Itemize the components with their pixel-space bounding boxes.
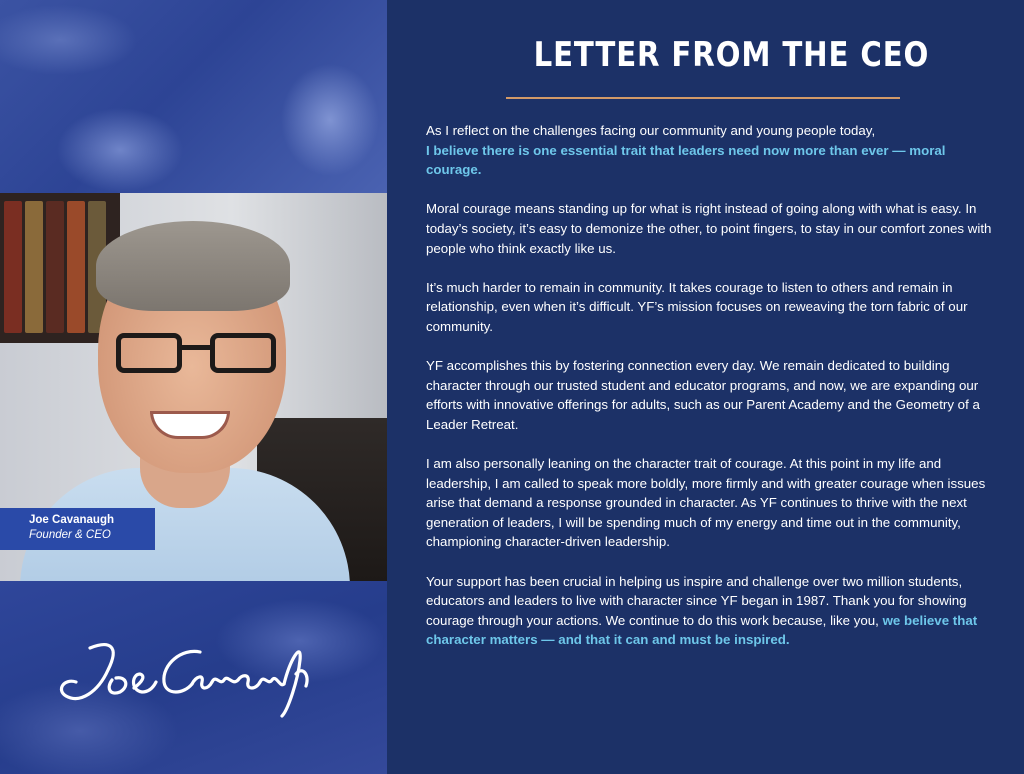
hair	[96, 221, 290, 311]
book	[25, 201, 43, 333]
glasses	[116, 333, 276, 377]
book	[67, 201, 85, 333]
caption-role: Founder & CEO	[29, 529, 111, 541]
title-underline	[506, 97, 900, 99]
glasses-bridge	[182, 345, 210, 350]
paragraph-1-highlight: I believe there is one essential trait that leaders need now more than ever — moral courage.	[426, 142, 946, 178]
photo-caption	[0, 508, 155, 550]
left-photo-column	[0, 0, 387, 774]
paragraph-6-highlight: we believe that character matters — and that it can and must be inspired.	[426, 612, 978, 648]
book	[4, 201, 22, 333]
paragraph-1	[426, 121, 994, 180]
glasses-lens-left	[116, 333, 182, 373]
caption-name: Joe Cavanaugh	[29, 514, 114, 526]
paragraph-1-text: As I reflect on the challenges facing our community and young people today,	[426, 123, 876, 138]
crowd-photo-top	[0, 0, 387, 193]
letter-body	[426, 121, 994, 670]
paragraph-5: I am also personally leaning on the character trait of courage. At this point in my life and leadership, I am called to speak more boldly, more firmly and with greater courage when issues arise that demand a response grounded in character. As YF continues to thrive with the next generation of leaders, I will be spending much of my energy and time out in the community, championing character-driven leadership.	[426, 456, 986, 550]
paragraph-6	[426, 572, 994, 650]
glasses-lens-right	[210, 333, 276, 373]
paragraph-3: It’s much harder to remain in community. It takes courage to listen to others and remain in relationship, even when it’s difficult. YF’s mission focuses on reweaving the torn fabric of our community.	[426, 279, 968, 334]
page-title: LETTER FROM THE CEO	[533, 35, 930, 75]
signature-image	[50, 630, 320, 720]
book	[46, 201, 64, 333]
paragraph-4: YF accomplishes this by fostering connection every day. We remain dedicated to building character through our trusted student and educator programs, and now, we are expanding our efforts with innovative offerings for adults, such as our Parent Academy and the Geometry of a Leader Retreat.	[426, 358, 980, 432]
paragraph-6-text: Your support has been crucial in helping us inspire and challenge over two million students, educators and leaders to live with character since YF began in 1987. Thank you for showing courage through your actions. We continue to do this work because, like you,	[426, 573, 967, 628]
paragraph-2: Moral courage means standing up for what is right instead of going along with what is easy. In today’s society, it’s easy to demonize the other, to point fingers, to stay in our comfort zones with people who think exactly like us.	[426, 201, 992, 256]
